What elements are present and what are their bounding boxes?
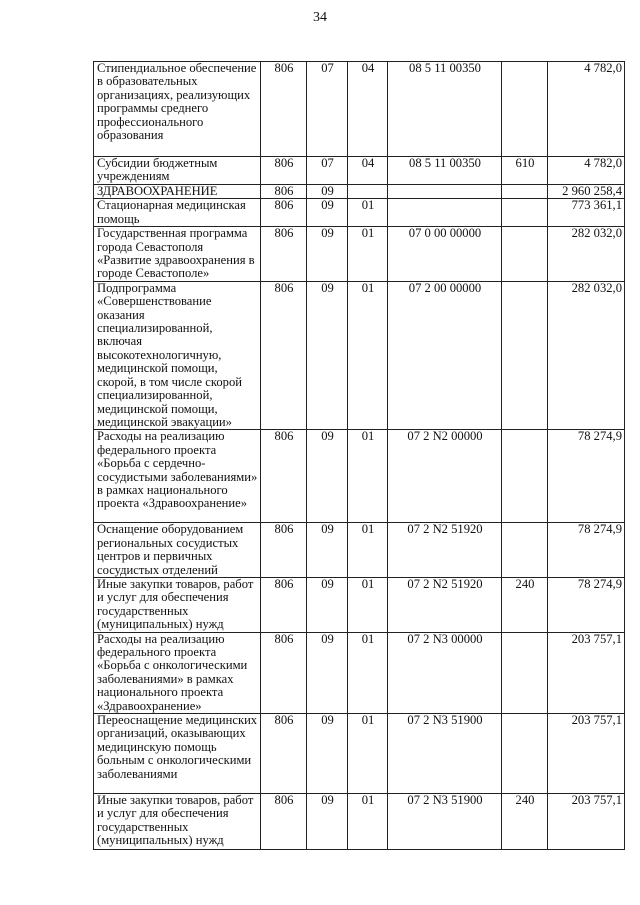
subsection-code: 01 <box>348 714 388 794</box>
ministry-code: 806 <box>261 281 307 429</box>
row-name: ЗДРАВООХРАНЕНИЕ <box>94 184 261 198</box>
amount: 78 274,9 <box>548 577 625 632</box>
row-name: Расходы на реализацию федерального проекта «Борьба с сердечно-сосудистыми заболеваниями» в рамках национального проекта «Здравоохранение» <box>94 430 261 523</box>
target-code: 08 5 11 00350 <box>388 62 502 157</box>
subsection-code: 01 <box>348 227 388 282</box>
expense-type-code: 610 <box>502 157 548 185</box>
section-code: 09 <box>307 199 348 227</box>
section-code: 09 <box>307 714 348 794</box>
subsection-code: 01 <box>348 523 388 578</box>
table-row <box>94 714 625 794</box>
expense-type-code: 240 <box>502 794 548 850</box>
subsection-code: 01 <box>348 199 388 227</box>
expense-type-code <box>502 430 548 523</box>
ministry-code: 806 <box>261 62 307 157</box>
amount: 203 757,1 <box>548 794 625 850</box>
table-row <box>94 184 625 198</box>
ministry-code: 806 <box>261 577 307 632</box>
amount: 282 032,0 <box>548 227 625 282</box>
expense-type-code <box>502 199 548 227</box>
section-code: 07 <box>307 62 348 157</box>
section-code: 09 <box>307 577 348 632</box>
section-code: 09 <box>307 227 348 282</box>
target-code: 07 2 N2 00000 <box>388 430 502 523</box>
target-code: 07 2 N2 51920 <box>388 577 502 632</box>
expense-type-code <box>502 632 548 713</box>
expense-type-code <box>502 62 548 157</box>
subsection-code: 01 <box>348 430 388 523</box>
subsection-code: 01 <box>348 577 388 632</box>
amount: 4 782,0 <box>548 157 625 185</box>
expense-type-code <box>502 714 548 794</box>
section-code: 09 <box>307 430 348 523</box>
target-code: 08 5 11 00350 <box>388 157 502 185</box>
ministry-code: 806 <box>261 714 307 794</box>
table-row <box>94 794 625 850</box>
target-code: 07 2 N3 51900 <box>388 794 502 850</box>
expense-type-code <box>502 184 548 198</box>
table-row <box>94 632 625 713</box>
row-name: Субсидии бюджетным учреждениям <box>94 157 261 185</box>
amount: 2 960 258,4 <box>548 184 625 198</box>
target-code: 07 2 N3 51900 <box>388 714 502 794</box>
ministry-code: 806 <box>261 794 307 850</box>
row-name: Государственная программа города Севастополя «Развитие здравоохранения в городе Севастополе» <box>94 227 261 282</box>
section-code: 09 <box>307 632 348 713</box>
row-name: Иные закупки товаров, работ и услуг для обеспечения государственных (муниципальных) нужд <box>94 794 261 850</box>
target-code: 07 2 00 00000 <box>388 281 502 429</box>
table-row <box>94 281 625 429</box>
amount: 4 782,0 <box>548 62 625 157</box>
table-row <box>94 430 625 523</box>
ministry-code: 806 <box>261 157 307 185</box>
row-name: Иные закупки товаров, работ и услуг для обеспечения государственных (муниципальных) нужд <box>94 577 261 632</box>
target-code: 07 2 N2 51920 <box>388 523 502 578</box>
amount: 282 032,0 <box>548 281 625 429</box>
expense-type-code <box>502 281 548 429</box>
row-name: Подпрограмма «Совершенствование оказания специализированной, включая высокотехнологичную, медицинской помощи, скорой, в том числе скорой специализированной, медицинской помощи, медицинской эвакуации» <box>94 281 261 429</box>
target-code: 07 2 N3 00000 <box>388 632 502 713</box>
subsection-code <box>348 184 388 198</box>
subsection-code: 04 <box>348 157 388 185</box>
table-row <box>94 523 625 578</box>
expense-type-code: 240 <box>502 577 548 632</box>
table-row <box>94 157 625 185</box>
row-name: Оснащение оборудованием региональных сосудистых центров и первичных сосудистых отделений <box>94 523 261 578</box>
target-code: 07 0 00 00000 <box>388 227 502 282</box>
budget-table <box>93 61 625 850</box>
target-code <box>388 199 502 227</box>
amount: 203 757,1 <box>548 714 625 794</box>
expense-type-code <box>502 523 548 578</box>
table-row <box>94 577 625 632</box>
table-row <box>94 199 625 227</box>
subsection-code: 01 <box>348 794 388 850</box>
amount: 78 274,9 <box>548 523 625 578</box>
row-name: Переоснащение медицинских организаций, оказывающих медицинскую помощь больным с онкологическими заболеваниями <box>94 714 261 794</box>
ministry-code: 806 <box>261 430 307 523</box>
target-code <box>388 184 502 198</box>
amount: 78 274,9 <box>548 430 625 523</box>
ministry-code: 806 <box>261 632 307 713</box>
ministry-code: 806 <box>261 199 307 227</box>
row-name: Стационарная медицинская помощь <box>94 199 261 227</box>
ministry-code: 806 <box>261 523 307 578</box>
subsection-code: 01 <box>348 632 388 713</box>
subsection-code: 04 <box>348 62 388 157</box>
amount: 203 757,1 <box>548 632 625 713</box>
section-code: 09 <box>307 281 348 429</box>
table-row <box>94 62 625 157</box>
section-code: 09 <box>307 184 348 198</box>
ministry-code: 806 <box>261 184 307 198</box>
ministry-code: 806 <box>261 227 307 282</box>
section-code: 07 <box>307 157 348 185</box>
table-row <box>94 227 625 282</box>
section-code: 09 <box>307 794 348 850</box>
row-name: Стипендиальное обеспечение в образовательных организациях, реализующих программы среднего профессионального образования <box>94 62 261 157</box>
row-name: Расходы на реализацию федерального проекта «Борьба с онкологическими заболеваниями» в рамках национального проекта «Здравоохранение» <box>94 632 261 713</box>
amount: 773 361,1 <box>548 199 625 227</box>
expense-type-code <box>502 227 548 282</box>
section-code: 09 <box>307 523 348 578</box>
page-number: 34 <box>313 10 327 25</box>
subsection-code: 01 <box>348 281 388 429</box>
